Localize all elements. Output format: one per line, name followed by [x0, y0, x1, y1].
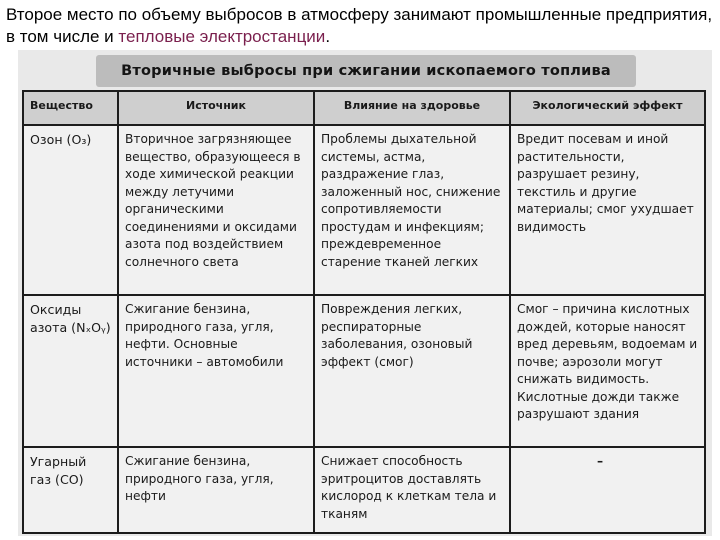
cell-effect-empty: [510, 447, 705, 533]
table-title: Вторичные выбросы при сжигании ископаемого топлива: [121, 63, 611, 79]
cell-substance: Озон (O₃): [23, 125, 118, 295]
emissions-table: [22, 90, 706, 534]
cell-effect: Смог – причина кислотных дождей, которые наносят вред деревьям, водоемам и почве; аэрозоли могут снижать видимость. Кислотные дожди также разрушают здания: [510, 295, 705, 447]
cell-source: Сжигание бензина, природного газа, угля, нефти. Основные источники – автомобили: [118, 295, 314, 447]
table-row: [23, 125, 705, 295]
header-health: Влияние на здоровье: [314, 91, 510, 125]
table-title-banner: [96, 55, 636, 87]
cell-source: Сжигание бензина, природного газа, угля, нефти: [118, 447, 314, 533]
table-row: [23, 295, 705, 447]
cell-effect: –: [597, 454, 604, 468]
cell-health: Снижает способность эритроцитов доставлять кислород к клеткам тела и тканям: [314, 447, 510, 533]
scanned-table-image: [18, 50, 712, 536]
table-header-row: [23, 91, 705, 125]
cell-substance: Угарный газ (CO): [23, 447, 118, 533]
intro-highlight: тепловые электростанции: [118, 27, 326, 46]
cell-health: Повреждения легких, респираторные заболевания, озоновый эффект (смог): [314, 295, 510, 447]
cell-substance: Оксиды азота (NₓOᵧ): [23, 295, 118, 447]
header-effect: Экологический эффект: [510, 91, 705, 125]
intro-paragraph: [6, 4, 714, 48]
table-row: [23, 447, 705, 533]
intro-text: Второе место по объему выбросов в атмосферу занимают промышленные предприятия, в том числе и: [6, 5, 713, 46]
cell-health: Проблемы дыхательной системы, астма, раздражение глаз, заложенный нос, снижение сопротивляемости простудам и инфекциям; преждевременное старение тканей легких: [314, 125, 510, 295]
header-substance: Вещество: [23, 91, 118, 125]
cell-source: Вторичное загрязняющее вещество, образующееся в ходе химической реакции между летучими органическими соединениями и оксидами азота под воздействием солнечного света: [118, 125, 314, 295]
intro-text-end: .: [325, 27, 331, 46]
cell-effect: Вредит посевам и иной растительности, разрушает резину, текстиль и другие материалы; смог ухудшает видимость: [510, 125, 705, 295]
header-source: Источник: [118, 91, 314, 125]
